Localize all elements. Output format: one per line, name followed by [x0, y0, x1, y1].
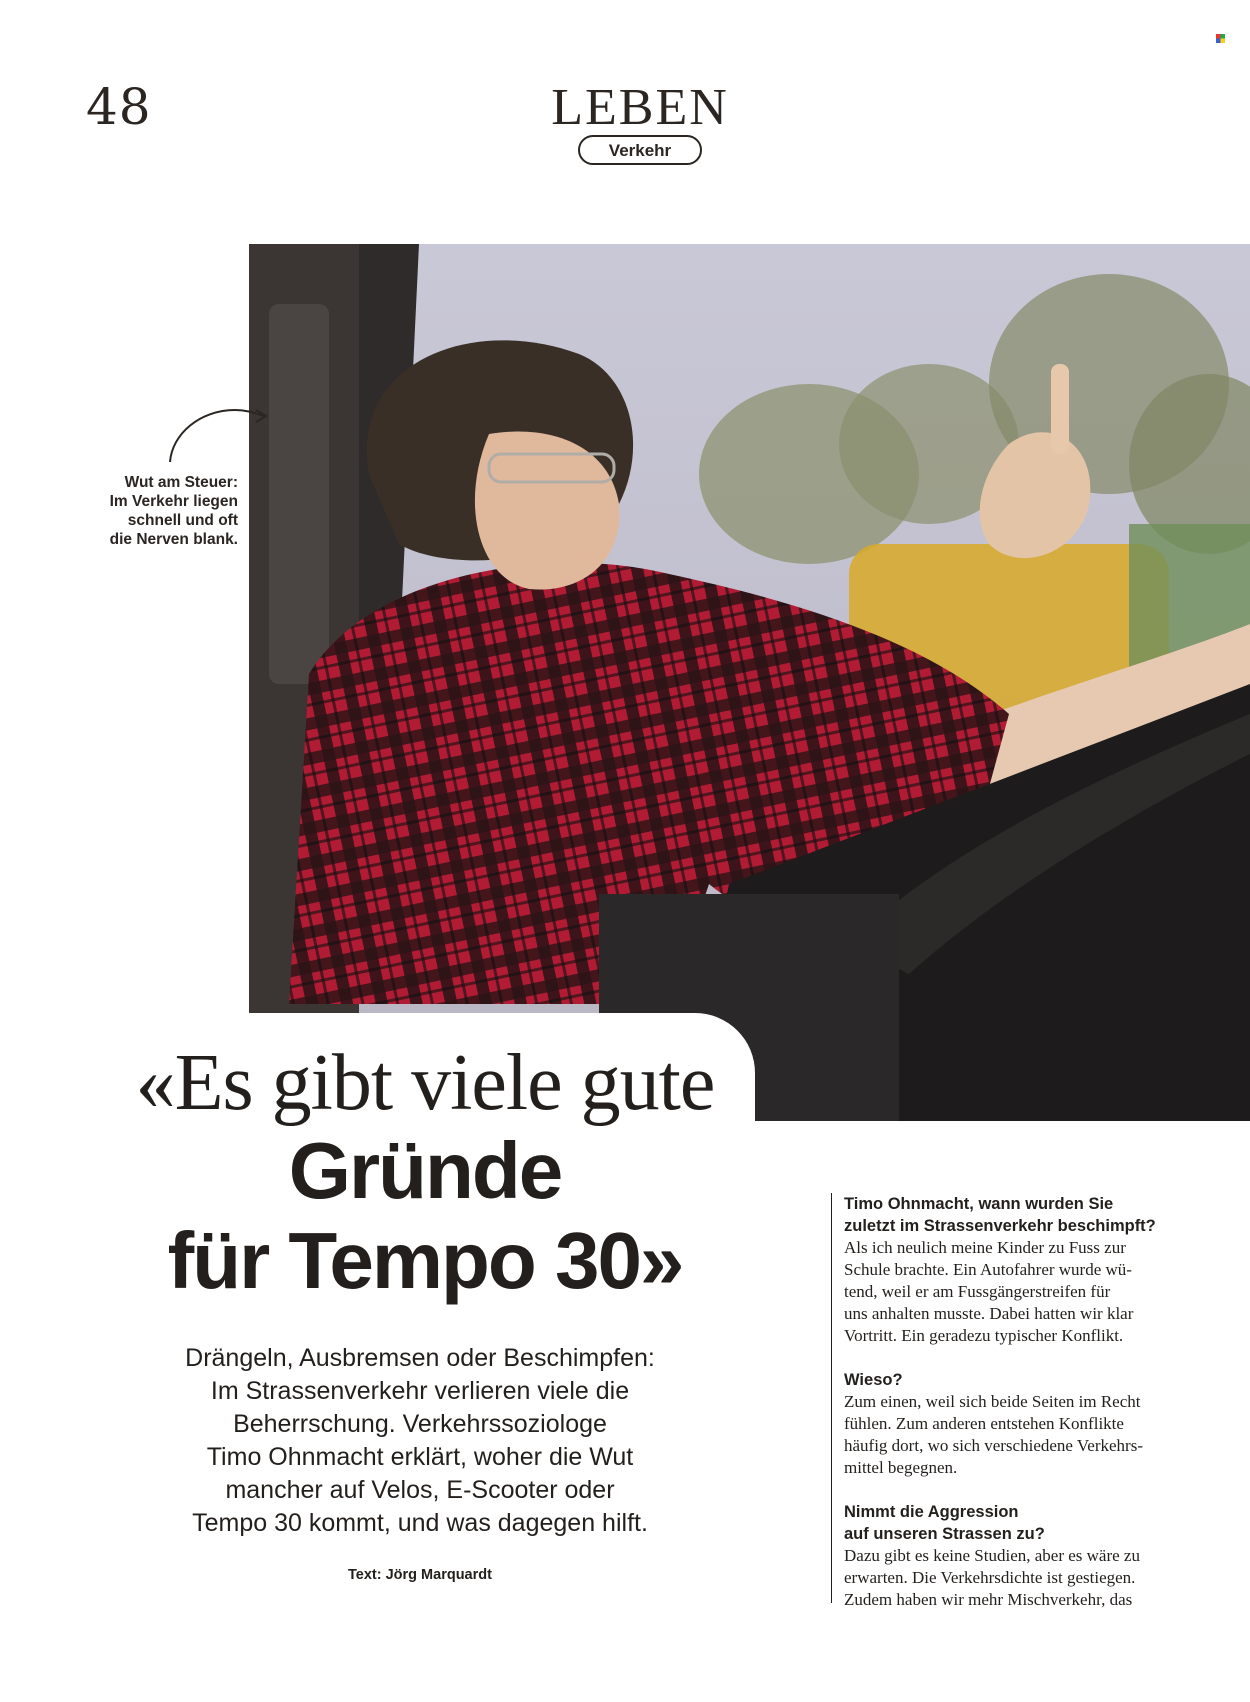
lead-paragraph — [140, 1342, 700, 1540]
byline: Text: Jörg Marquardt — [348, 1567, 492, 1583]
caption-line: Im Verkehr liegen — [109, 493, 238, 510]
question-line: Nimmt die Aggression — [844, 1503, 1019, 1521]
question-line: Wieso? — [844, 1371, 903, 1389]
section-title: LEBEN — [551, 79, 729, 136]
image-caption — [88, 473, 238, 549]
question-line: auf unseren Strassen zu? — [844, 1525, 1045, 1543]
answer-line: erwarten. Die Verkehrsdichte ist gestiegen. — [844, 1568, 1136, 1587]
color-mark-icon — [1216, 34, 1225, 43]
hero-photo — [249, 244, 1250, 1121]
answer-line: Zudem haben wir mehr Mischverkehr, das — [844, 1590, 1133, 1609]
section-tag: Verkehr — [578, 135, 702, 165]
page-number: 48 — [86, 78, 152, 136]
question-line: zuletzt im Strassenverkehr beschimpft? — [844, 1217, 1156, 1235]
lead-line: Timo Ohnmacht erklärt, woher die Wut — [206, 1443, 634, 1471]
interview-answer — [844, 1237, 1221, 1347]
answer-line: Zum einen, weil sich beide Seiten im Recht — [844, 1392, 1141, 1411]
interview-question — [844, 1369, 1221, 1391]
answer-line: fühlen. Zum anderen entstehen Konflikte — [844, 1414, 1124, 1433]
interview-answer — [844, 1545, 1221, 1611]
caption-line: Wut am Steuer: — [124, 474, 238, 491]
lead-line: Beherrschung. Verkehrssoziologe — [233, 1410, 607, 1438]
answer-line: Als ich neulich meine Kinder zu Fuss zur — [844, 1238, 1126, 1257]
answer-line: Vortritt. Ein geradezu typischer Konflikt. — [844, 1326, 1124, 1345]
answer-line: Dazu gibt es keine Studien, aber es wäre zu — [844, 1546, 1140, 1565]
answer-line: häufig dort, wo sich verschiedene Verkehrs- — [844, 1436, 1143, 1455]
answer-line: mittel begegnen. — [844, 1458, 958, 1477]
caption-pointer-arrow — [160, 404, 270, 464]
answer-line: Schule brachte. Ein Autofahrer wurde wü- — [844, 1260, 1132, 1279]
answer-line: tend, weil er am Fussgängerstreifen für — [844, 1282, 1111, 1301]
headline — [110, 1040, 740, 1306]
interview-question — [844, 1193, 1221, 1237]
headline-line-1: «Es gibt viele gute — [135, 1039, 715, 1127]
interview-question — [844, 1501, 1221, 1545]
lead-line: Tempo 30 kommt, und was dagegen hilft. — [192, 1509, 648, 1537]
lead-line: Im Strassenverkehr verlieren viele die — [210, 1377, 630, 1405]
caption-line: die Nerven blank. — [109, 531, 238, 548]
headline-line-3: für Tempo 30» — [167, 1216, 683, 1305]
question-line: Timo Ohnmacht, wann wurden Sie — [844, 1195, 1114, 1213]
interview-answer — [844, 1391, 1221, 1479]
lead-line: Drängeln, Ausbremsen oder Beschimpfen: — [185, 1344, 655, 1372]
answer-line: uns anhalten musste. Dabei hatten wir klar — [844, 1304, 1134, 1323]
headline-line-2: Gründe — [288, 1126, 562, 1215]
lead-line: mancher auf Velos, E-Scooter oder — [225, 1476, 615, 1504]
interview-column — [831, 1193, 1221, 1609]
caption-line: schnell und oft — [127, 512, 238, 529]
